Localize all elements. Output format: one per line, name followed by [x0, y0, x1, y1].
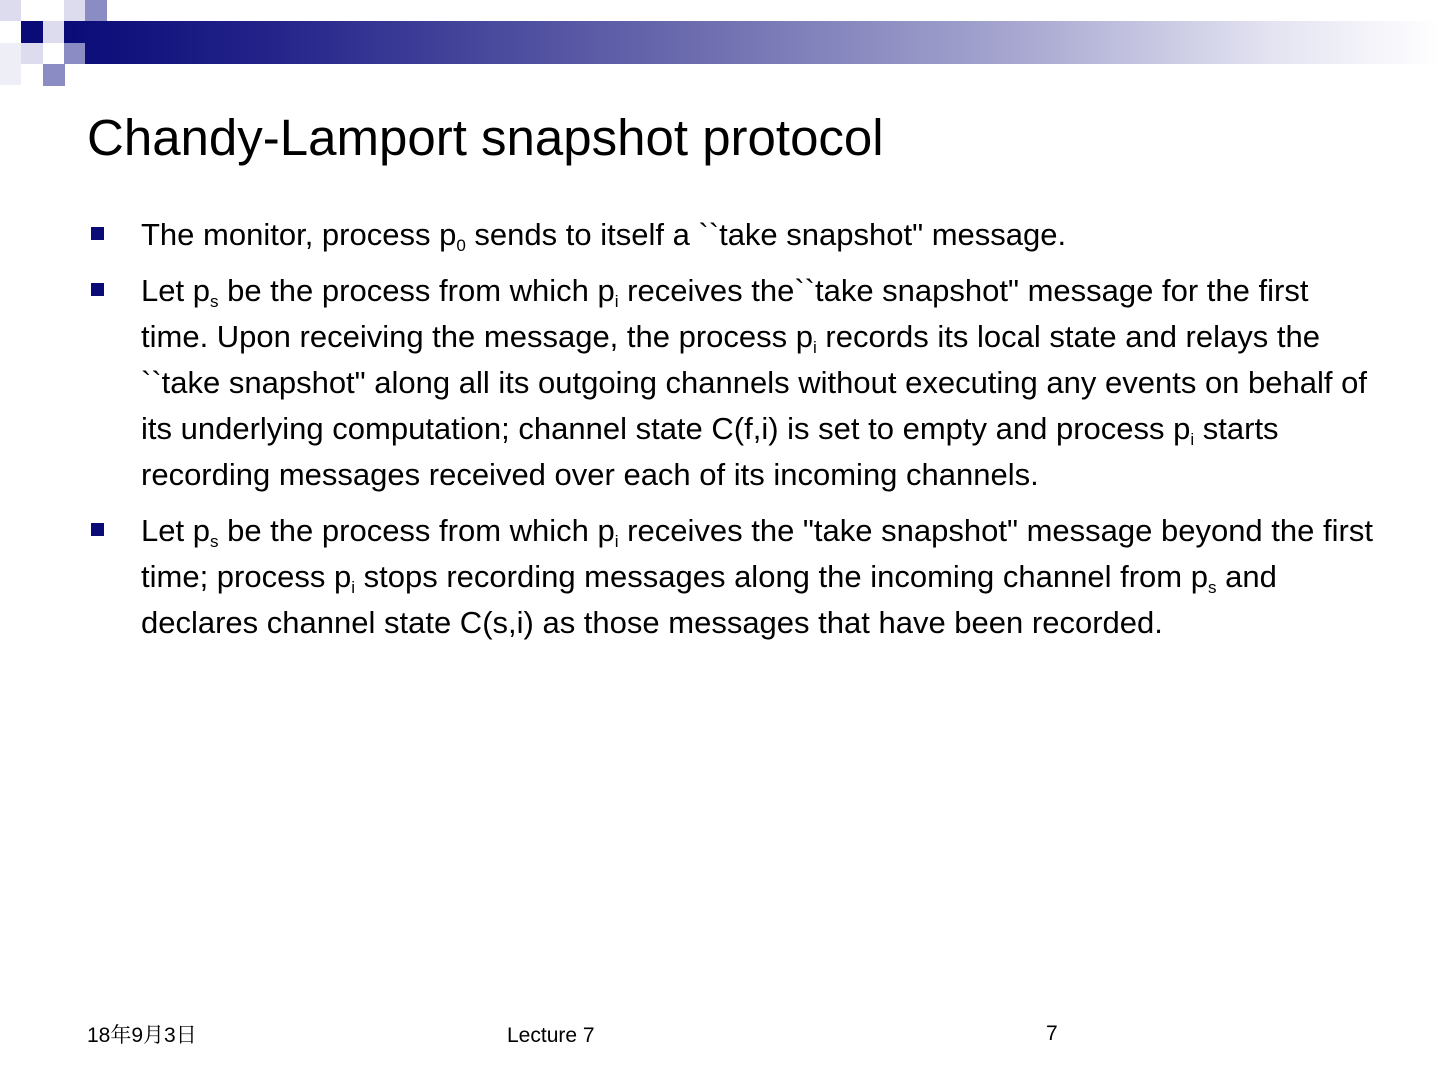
header-square: [64, 43, 85, 64]
subscript: i: [813, 337, 817, 357]
bullet-text-run: Let p: [141, 273, 210, 308]
bullet-item: [87, 268, 1377, 498]
header-square: [0, 0, 21, 21]
subscript: i: [1190, 429, 1195, 449]
bullet-text: [141, 273, 1367, 492]
square-bullet-icon: [91, 283, 104, 296]
subscript: s: [209, 531, 219, 551]
bullet-text-run: be the process from which p: [218, 513, 615, 548]
bullet-text-run: The monitor, process p: [141, 217, 457, 252]
header-square: [85, 0, 107, 21]
header-square: [21, 43, 43, 64]
bullet-text: [141, 513, 1373, 640]
bullet-list: [87, 212, 1377, 656]
square-bullet-icon: [91, 227, 104, 240]
subscript: s: [1207, 577, 1217, 597]
bullet-text-run: sends to itself a ``take snapshot" message.: [465, 217, 1067, 252]
header-square: [64, 0, 85, 21]
header-square: [43, 21, 64, 43]
footer-date: 18年9月3日: [87, 1024, 197, 1047]
square-bullet-icon: [91, 523, 104, 536]
subscript: s: [209, 291, 219, 311]
subscript: i: [614, 531, 619, 551]
header-square: [43, 64, 65, 86]
bullet-text-run: receives the``take snapshot" message for the first time. Upon receiving the message, the process p: [141, 273, 1309, 354]
bullet-text-run: be the process from which p: [218, 273, 615, 308]
slide-number: 7: [1046, 1022, 1058, 1045]
bullet-text-run: starts recording messages received over each of its incoming channels.: [141, 411, 1279, 492]
bullet-text-run: receives the "take snapshot" message beyond the first time; process p: [141, 513, 1373, 594]
subscript: i: [351, 577, 355, 597]
bullet-text-run: Let p: [141, 513, 210, 548]
bullet-text-run: records its local state and relays the ``take snapshot" along all its outgoing channels without executing any events on behalf of its underlying computation; channel state C(f,i) is set to empty and process p: [141, 319, 1367, 446]
subscript: i: [614, 291, 619, 311]
header-square: [21, 21, 43, 43]
bullet-item: [87, 212, 1377, 258]
bullet-text: [141, 217, 1067, 255]
slide-title: Chandy-Lamport snapshot protocol: [87, 109, 884, 166]
header-gradient-bar: [64, 21, 1440, 64]
header-square: [0, 43, 21, 85]
bullet-item: [87, 508, 1377, 646]
bullet-text-run: and declares channel state C(s,i) as those messages that have been recorded.: [141, 559, 1277, 640]
subscript: 0: [456, 235, 466, 255]
footer-lecture-label: Lecture 7: [507, 1024, 595, 1047]
bullet-text-run: stops recording messages along the incoming channel from p: [355, 559, 1208, 594]
